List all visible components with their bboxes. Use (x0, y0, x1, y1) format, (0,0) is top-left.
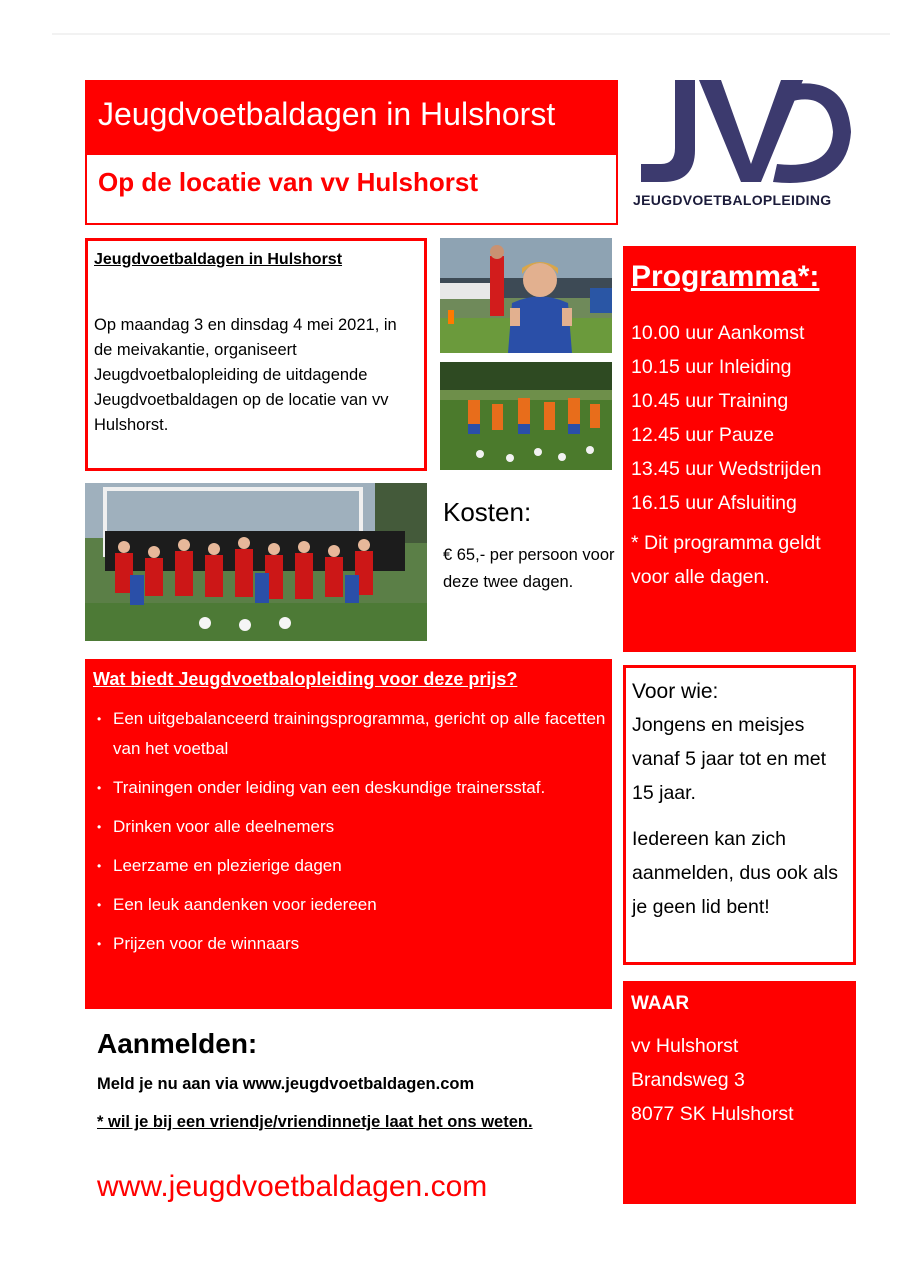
photo-group (85, 483, 427, 641)
programma-item: 10.00 uur Aankomst (631, 322, 805, 344)
programma-note: * Dit programma geldt voor alle dagen. (631, 532, 821, 588)
address-line: 8077 SK Hulshorst (631, 1103, 794, 1125)
programma-item: 10.45 uur Training (631, 390, 789, 412)
voor-wie-box (623, 665, 856, 965)
kosten-title: Kosten: (443, 497, 532, 527)
programma-panel (623, 246, 856, 652)
aanmelden-line: Meld je nu aan via www.jeugdvoetbaldagen.com (97, 1075, 475, 1093)
website-link[interactable]: www.jeugdvoetbaldagen.com (97, 1170, 488, 1203)
voor-wie-title: Voor wie: (632, 680, 719, 703)
intro-box (85, 238, 427, 471)
offer-item: • Prijzen voor de winnaars (93, 929, 612, 959)
offer-item: • Een leuk aandenken voor iedereen (93, 890, 612, 920)
offer-item: • Drinken voor alle deelnemers (93, 812, 612, 842)
address-line: Brandsweg 3 (631, 1069, 745, 1091)
offer-title: Wat biedt Jeugdvoetbalopleiding voor deze prijs? (93, 669, 518, 689)
waar-panel (623, 981, 856, 1204)
programma-item: 13.45 uur Wedstrijden (631, 458, 822, 480)
intro-body: Op maandag 3 en dinsdag 4 mei 2021, in de meivakantie, organiseert Jeugdvoetbalopleiding de uitdagende Jeugdvoetbaldagen op de locatie van vv Hulshorst. (94, 316, 397, 434)
offer-item: • Trainingen onder leiding van een deskundige trainersstaf. (93, 773, 612, 803)
address-line: vv Hulshorst (631, 1035, 739, 1057)
kosten-body: € 65,- per persoon voor deze twee dagen. (443, 546, 615, 591)
waar-address (631, 1029, 856, 1131)
aanmelden-title: Aanmelden: (97, 1028, 258, 1059)
offer-item: • Een uitgebalanceerd trainingsprogramma, gericht op alle facetten van het voetbal (93, 704, 612, 764)
top-divider (52, 33, 890, 35)
programma-list (631, 316, 856, 520)
page-title: Jeugdvoetbaldagen in Hulshorst (85, 80, 618, 155)
programma-item: 12.45 uur Pauze (631, 424, 775, 446)
programma-title: Programma*: (631, 260, 820, 293)
waar-title: WAAR (631, 993, 690, 1014)
programma-item: 16.15 uur Afsluiting (631, 492, 797, 514)
logo-text: JEUGDVOETBALOPLEIDING (633, 192, 832, 208)
intro-heading: Jeugdvoetbaldagen in Hulshorst (94, 251, 343, 268)
aanmelden-note: * wil je bij een vriendje/vriendinnetje laat het ons weten. (97, 1113, 533, 1131)
programma-item: 10.15 uur Inleiding (631, 356, 792, 378)
offer-panel (85, 659, 612, 1009)
voor-wie-body-2: Iedereen kan zich aanmelden, dus ook als je geen lid bent! (632, 828, 838, 918)
offer-item: • Leerzame en plezierige dagen (93, 851, 612, 881)
voor-wie-body: Jongens en meisjes vanaf 5 jaar tot en met 15 jaar. (632, 714, 827, 804)
offer-list (93, 704, 612, 959)
photo-kids-dribbling (440, 362, 612, 470)
photo-boy-thumbs-up (440, 238, 612, 353)
page-subtitle: Op de locatie van vv Hulshorst (85, 155, 618, 225)
